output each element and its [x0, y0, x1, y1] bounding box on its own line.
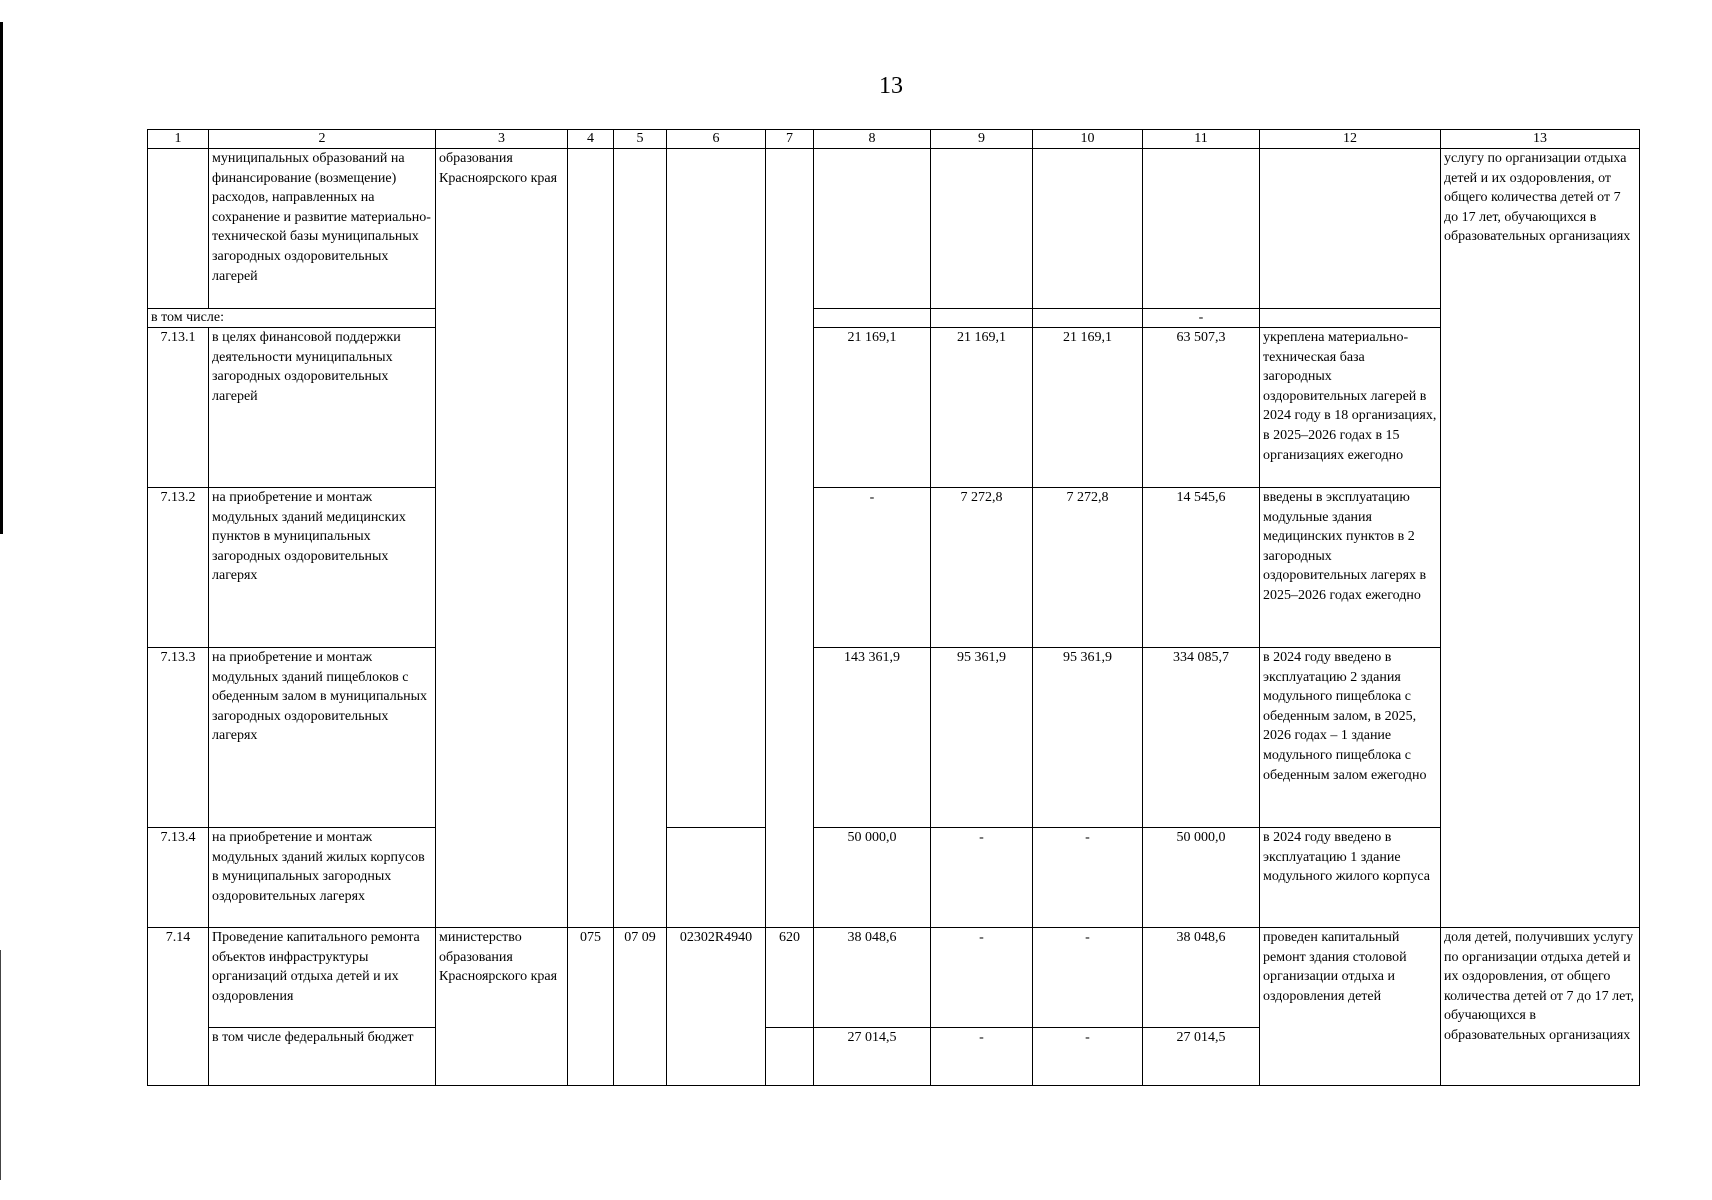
value-cell	[931, 149, 1033, 309]
page-number: 13	[879, 73, 903, 99]
table-row	[148, 488, 1640, 648]
column-number-header	[148, 130, 1640, 149]
row-number: 7.13.4	[148, 828, 209, 928]
table-row	[148, 149, 1640, 309]
code-cell	[614, 149, 667, 928]
responsible-executor: образования Красноярского края	[436, 149, 568, 928]
indicator-cell: услугу по организации отдыха детей и их оздоровления, от общего количества детей от 7 до 17 лет, обучающихся в образовательных организациях	[1441, 149, 1640, 928]
column-header: 5	[614, 130, 667, 149]
column-header: 3	[436, 130, 568, 149]
value-2024: -	[814, 488, 931, 648]
value-2026: -	[1033, 928, 1143, 1028]
row-number: 7.13.3	[148, 648, 209, 828]
value-2024: 38 048,6	[814, 928, 931, 1028]
code-cell	[568, 149, 614, 928]
value-2025: -	[931, 928, 1033, 1028]
measure-description: муниципальных образований на финансирование (возмещение) расходов, направленных на сохранение и развитие материально-технической базы муниципальных загородных оздоровительных лагерей	[209, 149, 436, 309]
table-row	[148, 828, 1640, 928]
result-cell	[1260, 309, 1441, 328]
value-total: 27 014,5	[1143, 1028, 1260, 1086]
program-measures-table	[147, 129, 1640, 1086]
value-total: 38 048,6	[1143, 928, 1260, 1028]
value-2025: 95 361,9	[931, 648, 1033, 828]
value-2025: 7 272,8	[931, 488, 1033, 648]
value-cell	[814, 309, 931, 328]
column-header: 4	[568, 130, 614, 149]
code-gp: 075	[568, 928, 614, 1086]
expected-result: введены в эксплуатацию модульные здания медицинских пунктов в 2 загородных оздоровительных лагерях в 2025–2026 годах ежегодно	[1260, 488, 1441, 648]
measure-description: в том числе федеральный бюджет	[209, 1028, 436, 1086]
code-cell	[667, 828, 766, 928]
column-header: 7	[766, 130, 814, 149]
row-number: 7.14	[148, 928, 209, 1086]
value-2025: -	[931, 828, 1033, 928]
value-total: 334 085,7	[1143, 648, 1260, 828]
value-2026: 7 272,8	[1033, 488, 1143, 648]
code-cell	[766, 149, 814, 928]
value-cell	[1033, 149, 1143, 309]
value-2024: 50 000,0	[814, 828, 931, 928]
value-2024: 21 169,1	[814, 328, 931, 488]
table-row	[148, 328, 1640, 488]
expected-result: в 2024 году введено в эксплуатацию 1 здание модульного жилого корпуса	[1260, 828, 1441, 928]
value-cell	[1143, 149, 1260, 309]
expected-result: укреплена материально-техническая база загородных оздоровительных лагерей в 2024 году в 18 организациях, в 2025–2026 годах в 15 организациях ежегодно	[1260, 328, 1441, 488]
column-header: 10	[1033, 130, 1143, 149]
value-2026: 21 169,1	[1033, 328, 1143, 488]
value-total: 50 000,0	[1143, 828, 1260, 928]
column-header: 13	[1441, 130, 1640, 149]
row-number: 7.13.2	[148, 488, 209, 648]
value-cell: -	[1143, 309, 1260, 328]
column-header: 11	[1143, 130, 1260, 149]
measure-description: на приобретение и монтаж модульных зданий пищеблоков с обеденным залом в муниципальных загородных оздоровительных лагерях	[209, 648, 436, 828]
measure-description: на приобретение и монтаж модульных зданий медицинских пунктов в муниципальных загородных оздоровительных лагерях	[209, 488, 436, 648]
row-number: 7.13.1	[148, 328, 209, 488]
measure-description: на приобретение и монтаж модульных зданий жилых корпусов в муниципальных загородных оздоровительных лагерях	[209, 828, 436, 928]
table-row	[148, 928, 1640, 1028]
column-header: 12	[1260, 130, 1441, 149]
value-2024: 27 014,5	[814, 1028, 931, 1086]
value-2025: 21 169,1	[931, 328, 1033, 488]
scan-edge-line	[0, 950, 1, 1180]
value-2024: 143 361,9	[814, 648, 931, 828]
measure-description: в целях финансовой поддержки деятельности муниципальных загородных оздоровительных лагерей	[209, 328, 436, 488]
result-cell	[1260, 149, 1441, 309]
indicator-cell: доля детей, получивших услугу по организации отдыха детей и их оздоровления, от общего количества детей от 7 до 17 лет, обучающихся в образовательных организациях	[1441, 928, 1640, 1086]
column-header: 1	[148, 130, 209, 149]
column-header: 2	[209, 130, 436, 149]
value-total: 14 545,6	[1143, 488, 1260, 648]
value-2026: 95 361,9	[1033, 648, 1143, 828]
code-expense-type: 620	[766, 928, 814, 1028]
code-target: 02302R4940	[667, 928, 766, 1086]
expected-result: в 2024 году введено в эксплуатацию 2 здания модульного пищеблока с обеденным залом, в 2025, 2026 годах – 1 здание модульного пищеблока с обеденным залом ежегодно	[1260, 648, 1441, 828]
column-header: 8	[814, 130, 931, 149]
value-2026: -	[1033, 1028, 1143, 1086]
row-number-cell	[148, 149, 209, 309]
measure-description: Проведение капитального ремонта объектов инфраструктуры организаций отдыха детей и их оздоровления	[209, 928, 436, 1028]
value-cell	[1033, 309, 1143, 328]
value-2026: -	[1033, 828, 1143, 928]
table-row	[148, 309, 1640, 328]
column-header: 6	[667, 130, 766, 149]
code-cell	[667, 149, 766, 828]
value-cell	[814, 149, 931, 309]
including-label: в том числе:	[148, 309, 436, 328]
expected-result: проведен капитальный ремонт здания столовой организации отдыха и оздоровления детей	[1260, 928, 1441, 1086]
value-2025: -	[931, 1028, 1033, 1086]
value-cell	[931, 309, 1033, 328]
responsible-executor: министерство образования Красноярского края	[436, 928, 568, 1086]
table-row	[148, 648, 1640, 828]
value-total: 63 507,3	[1143, 328, 1260, 488]
code-cell	[766, 1028, 814, 1086]
code-section: 07 09	[614, 928, 667, 1086]
column-header: 9	[931, 130, 1033, 149]
